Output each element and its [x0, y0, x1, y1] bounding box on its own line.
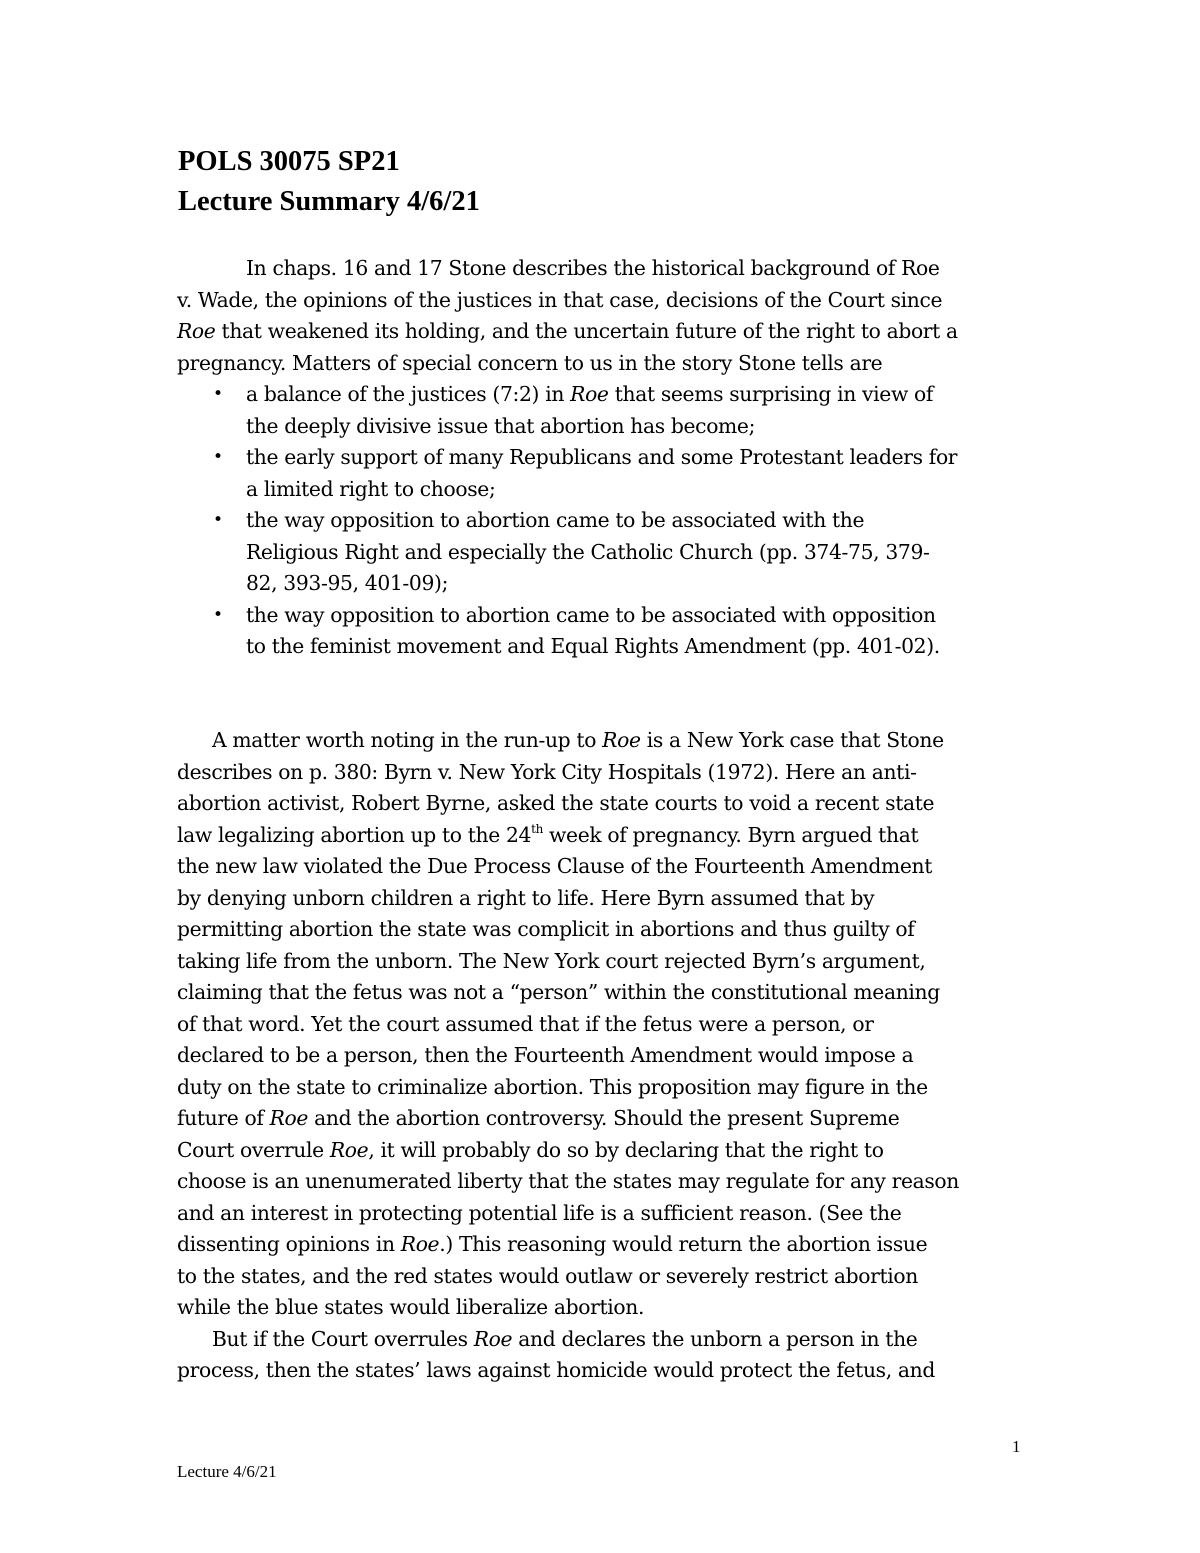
text-span: .) This reasoning would return the abortion issue [439, 1232, 928, 1256]
page-number: 1 [1012, 1437, 1021, 1456]
text-span: dissenting opinions in [177, 1232, 401, 1256]
course-title: POLS 30075 SP21 [178, 146, 400, 177]
text-line: duty on the state to criminalize abortion. This proposition may figure in the [177, 1074, 928, 1099]
text-line: choose is an unenumerated liberty that the states may regulate for any reason [177, 1169, 960, 1193]
byrn-paragraph [177, 725, 1037, 1387]
bullet-icon: • [213, 510, 223, 530]
ordinal-suffix: th [531, 821, 543, 836]
text-line: while the blue states would liberalize abortion. [177, 1295, 645, 1319]
concerns-list [177, 379, 1037, 663]
text-span: law legalizing abortion up to the 24 [177, 822, 532, 847]
text-line: the way opposition to abortion came to be associated with opposition [246, 602, 936, 627]
text-line: of that word. Yet the court assumed that if the fetus were a person, or [177, 1011, 874, 1036]
bullet-icon: • [213, 604, 223, 625]
text-span: week of pregnancy. Byrn argued that [542, 822, 919, 847]
bullet-icon: • [213, 384, 223, 404]
text-line: Religious Right and especially the Catholic Church (pp. 374-75, 379- [246, 539, 930, 564]
text-line: the early support of many Republicans and some Protestant leaders for [246, 445, 958, 469]
text-span: But if the Court overrules [212, 1326, 474, 1351]
list-item [177, 600, 1037, 663]
list-item [177, 379, 1037, 442]
text-line [177, 1229, 1037, 1261]
text-span: that seems surprising in view of [608, 382, 934, 406]
case-name: Roe [602, 728, 641, 752]
text-line: the new law violated the Due Process Clause of the Fourteenth Amendment [177, 854, 933, 878]
text-line: describes on p. 380: Byrn v. New York City Hospitals (1972). Here an anti- [177, 759, 917, 784]
text-span: Court overrule [177, 1137, 330, 1162]
case-name: Roe [329, 1137, 369, 1162]
case-name: Roe [570, 382, 609, 406]
text-line: 82, 393-95, 401-09); [246, 571, 449, 595]
lecture-subtitle: Lecture Summary 4/6/21 [178, 186, 480, 217]
text-line [246, 379, 1037, 411]
text-line: to the feminist movement and Equal Rights Amendment (pp. 401-02). [246, 634, 940, 658]
text-line: a limited right to choose; [246, 476, 496, 501]
text-line [177, 725, 1037, 757]
text-line: to the states, and the red states would outlaw or severely restrict abortion [177, 1263, 918, 1288]
text-line [177, 316, 1037, 348]
case-name: Roe [400, 1232, 440, 1256]
text-line: pregnancy. Matters of special concern to us in the story Stone tells are [177, 350, 883, 375]
text-line: v. Wade, the opinions of the justices in that case, decisions of the Court since [177, 287, 943, 312]
text-span: and the abortion controversy. Should the present Supreme [308, 1106, 900, 1130]
text-line [177, 1135, 1037, 1167]
text-line: permitting abortion the state was complicit in abortions and thus guilty of [177, 917, 915, 941]
text-line: the way opposition to abortion came to be associated with the [246, 508, 865, 532]
text-span: A matter worth noting in the run-up to [212, 728, 603, 752]
text-span: and declares the unborn a person in the [512, 1326, 918, 1351]
text-line: and an interest in protecting potential life is a sufficient reason. (See the [177, 1200, 902, 1225]
bullet-icon: • [213, 447, 223, 467]
text-line [177, 820, 1037, 852]
text-line: the deeply divisive issue that abortion has become; [246, 413, 756, 438]
text-span: , it will probably do so by declaring that the right to [368, 1137, 884, 1162]
intro-paragraph [177, 253, 1037, 379]
title-block [178, 142, 480, 222]
text-line [177, 1324, 1037, 1356]
text-line: claiming that the fetus was not a “person” within the constitutional meaning [177, 980, 940, 1004]
text-span: future of [177, 1106, 270, 1130]
text-line: taking life from the unborn. The New York court rejected Byrn’s argument, [177, 948, 926, 973]
text-line: declared to be a person, then the Fourteenth Amendment would impose a [177, 1043, 914, 1067]
text-line: abortion activist, Robert Byrne, asked the state courts to void a recent state [177, 791, 935, 815]
text-line [177, 1103, 1037, 1135]
text-span: that weakened its holding, and the uncertain future of the right to abort a [215, 319, 958, 343]
footer-label: Lecture 4/6/21 [177, 1462, 277, 1481]
text-span: a balance of the justices (7:2) in [246, 382, 571, 406]
list-item [177, 442, 1037, 505]
case-name: Roe [177, 319, 216, 343]
case-name: Roe [269, 1106, 309, 1130]
text-line: by denying unborn children a right to life. Here Byrn assumed that by [177, 885, 875, 910]
text-line: In chaps. 16 and 17 Stone describes the historical background of Roe [246, 256, 940, 280]
text-span: is a New York case that Stone [640, 728, 944, 752]
text-line: process, then the states’ laws against homicide would protect the fetus, and [177, 1358, 935, 1382]
list-item [177, 505, 1037, 600]
case-name: Roe [473, 1326, 513, 1351]
